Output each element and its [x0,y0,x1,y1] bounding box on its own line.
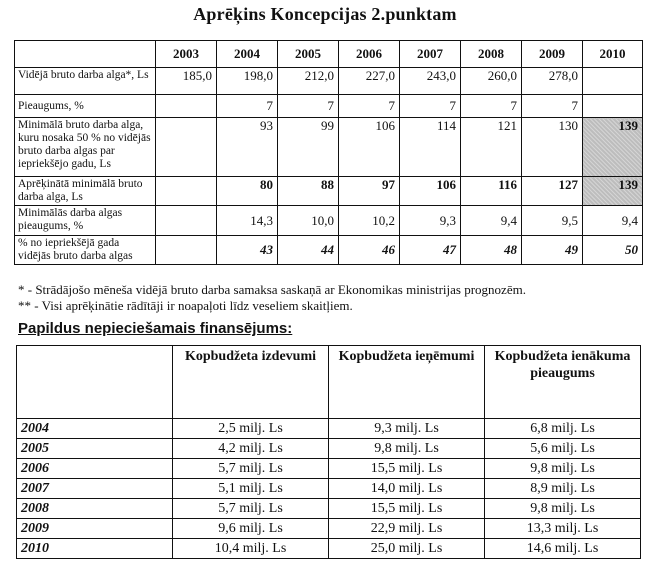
table-row [15,236,643,265]
table-row [17,539,641,559]
year-header: 2006 [339,41,400,68]
table-row [15,95,643,118]
year-header: 2008 [461,41,522,68]
page-title: Aprēķins Koncepcijas 2.punktam [193,4,457,24]
table-cell: 2,5 milj. Ls [173,419,329,439]
table-row [15,68,643,95]
table-cell: 13,3 milj. Ls [485,519,641,539]
table-cell: 7 [400,95,461,118]
table-row [17,459,641,479]
year-header: 2009 [522,41,583,68]
row-label: Minimālā bruto darba alga, kuru nosaka 50 % no vidējās bruto darba algas par iepriekšējo gadu, Ls [15,118,156,177]
table-cell: 14,6 milj. Ls [485,539,641,559]
year-header: 2007 [400,41,461,68]
column-header: Kopbudžeta izdevumi [173,346,329,419]
table-cell [583,95,643,118]
table-cell: 7 [217,95,278,118]
year-cell: 2009 [17,519,173,539]
table-cell [583,68,643,95]
year-cell: 2004 [17,419,173,439]
table-cell: 88 [278,177,339,206]
table-cell: 9,8 milj. Ls [485,459,641,479]
table-cell: 9,3 [400,206,461,236]
year-cell: 2010 [17,539,173,559]
wage-calculation-table [14,40,643,265]
table-cell: 47 [400,236,461,265]
table-cell [156,118,217,177]
table-cell: 212,0 [278,68,339,95]
table-cell: 4,2 milj. Ls [173,439,329,459]
table-cell: 114 [400,118,461,177]
table-cell: 227,0 [339,68,400,95]
table-cell: 278,0 [522,68,583,95]
table-cell [156,236,217,265]
table-cell: 106 [400,177,461,206]
table-row [15,206,643,236]
table-cell: 243,0 [400,68,461,95]
footnote: * - Strādājošo mēneša vidējā bruto darba samaksa saskaņā ar Ekonomikas ministrijas prognozēm. [18,282,526,297]
table-cell: 10,4 milj. Ls [173,539,329,559]
table-cell: 116 [461,177,522,206]
table-cell: 99 [278,118,339,177]
table-cell: 9,5 [522,206,583,236]
table-cell: 9,8 milj. Ls [329,439,485,459]
table-cell: 260,0 [461,68,522,95]
table-cell: 121 [461,118,522,177]
table-row [17,439,641,459]
table-cell: 198,0 [217,68,278,95]
table-cell: 9,3 milj. Ls [329,419,485,439]
table-cell: 46 [339,236,400,265]
table-cell: 50 [583,236,643,265]
table-header-row [17,346,641,419]
column-header: Kopbudžeta ienākuma pieaugums [485,346,641,419]
table-cell: 14,0 milj. Ls [329,479,485,499]
table-cell: 10,0 [278,206,339,236]
year-cell: 2007 [17,479,173,499]
footnote: ** - Visi aprēķinātie rādītāji ir noapaļoti līdz veseliem skaitļiem. [18,298,353,313]
table-cell: 97 [339,177,400,206]
header-empty-cell [15,41,156,68]
table-cell: 7 [461,95,522,118]
footnotes [18,282,526,314]
table-row [15,177,643,206]
table-cell: 5,6 milj. Ls [485,439,641,459]
year-cell: 2008 [17,499,173,519]
table-row [17,519,641,539]
year-header: 2004 [217,41,278,68]
row-label: Aprēķinātā minimālā bruto darba alga, Ls [15,177,156,206]
table-cell: 25,0 milj. Ls [329,539,485,559]
highlighted-cell: 139 [583,118,643,177]
table-cell: 7 [278,95,339,118]
table-row [15,118,643,177]
row-label: Minimālās darba algas pieaugums, % [15,206,156,236]
table-cell: 80 [217,177,278,206]
table-cell: 5,1 milj. Ls [173,479,329,499]
table-cell [156,177,217,206]
column-header: Kopbudžeta ieņēmumi [329,346,485,419]
row-label: Vidējā bruto darba alga*, Ls [15,68,156,95]
table-row [17,419,641,439]
table-cell: 9,4 [583,206,643,236]
table-cell: 9,4 [461,206,522,236]
year-header: 2005 [278,41,339,68]
table-cell: 6,8 milj. Ls [485,419,641,439]
table-cell: 10,2 [339,206,400,236]
year-header: 2003 [156,41,217,68]
financing-table [16,345,641,559]
table-cell: 43 [217,236,278,265]
table-cell: 185,0 [156,68,217,95]
table-cell: 44 [278,236,339,265]
table-header-row [15,41,643,68]
table-cell: 106 [339,118,400,177]
table-cell: 15,5 milj. Ls [329,459,485,479]
year-header: 2010 [583,41,643,68]
table-cell: 9,8 milj. Ls [485,499,641,519]
table-cell: 5,7 milj. Ls [173,499,329,519]
section-subtitle: Papildus nepieciešamais finansējums: [18,320,293,337]
table-cell: 7 [339,95,400,118]
highlighted-cell: 139 [583,177,643,206]
table-cell: 7 [522,95,583,118]
table-cell: 93 [217,118,278,177]
row-label: Pieaugums, % [15,95,156,118]
year-cell: 2005 [17,439,173,459]
table-cell: 9,6 milj. Ls [173,519,329,539]
table-row [17,499,641,519]
table-cell: 14,3 [217,206,278,236]
table-cell: 5,7 milj. Ls [173,459,329,479]
table-cell: 22,9 milj. Ls [329,519,485,539]
row-label: % no iepriekšējā gada vidējās bruto darba algas [15,236,156,265]
header-empty-cell [17,346,173,419]
table-cell [156,206,217,236]
table-cell: 49 [522,236,583,265]
table-cell: 130 [522,118,583,177]
table-cell [156,95,217,118]
table-cell: 127 [522,177,583,206]
table-cell: 48 [461,236,522,265]
table-cell: 8,9 milj. Ls [485,479,641,499]
table-cell: 15,5 milj. Ls [329,499,485,519]
year-cell: 2006 [17,459,173,479]
table-row [17,479,641,499]
